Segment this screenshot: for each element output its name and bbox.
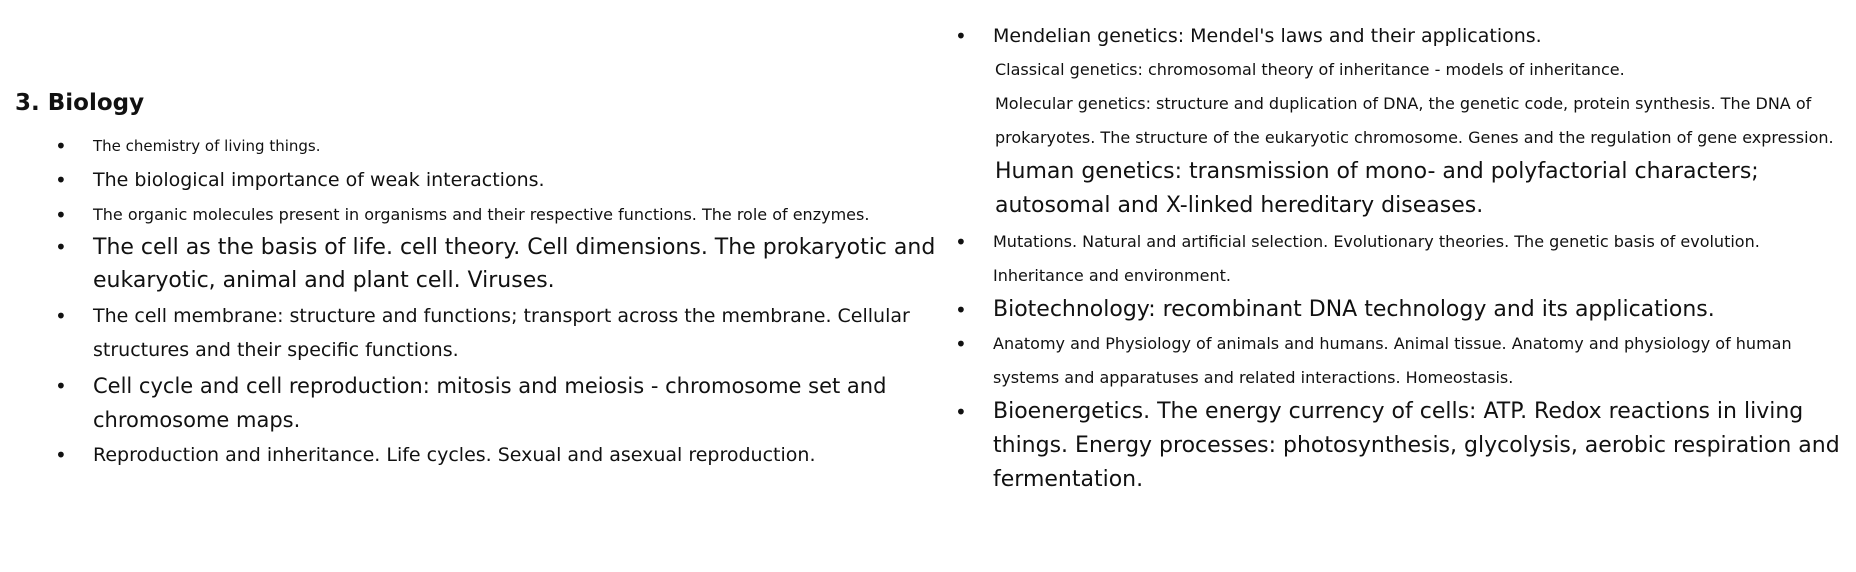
bullet-icon: • <box>55 235 67 259</box>
list-item-text: The cell membrane: structure and functions; transport across the membrane. Cellular structures and their specific functions. <box>93 305 910 361</box>
list-item-text: Molecular genetics: structure and duplication of DNA, the genetic code, protein synthesis. The DNA of prokaryotes. The structure of the eukaryotic chromosome. Genes and the regulation of gene expression. <box>995 94 1834 147</box>
list-item-text: Biotechnology: recombinant DNA technology and its applications. <box>993 297 1715 322</box>
list-item-text: Human genetics: transmission of mono- and polyfactorial characters; autosomal and X-linked hereditary diseases. <box>995 159 1759 218</box>
list-item <box>955 225 1845 293</box>
list-item-text: The chemistry of living things. <box>93 137 321 155</box>
list-item <box>55 201 940 229</box>
list-item-text: Cell cycle and cell reproduction: mitosis and meiosis - chromosome set and chromosome maps. <box>93 374 887 432</box>
bullet-icon: • <box>55 168 67 192</box>
bullet-icon: • <box>55 304 67 328</box>
list-item-text: Anatomy and Physiology of animals and humans. Animal tissue. Anatomy and physiology of human systems and apparatuses and related interactions. Homeostasis. <box>993 334 1792 387</box>
bullet-icon: • <box>955 332 967 356</box>
list-item <box>955 87 1845 155</box>
bullet-icon: • <box>955 298 967 322</box>
list-item <box>955 395 1845 497</box>
section-heading: 3. Biology <box>15 90 145 116</box>
list-item-text: Bioenergetics. The energy currency of cells: ATP. Redox reactions in living things. Energy processes: photosynthesis, glycolysis, aerobic respiration and fermentation. <box>993 399 1840 492</box>
list-item <box>55 129 940 163</box>
list-item <box>955 293 1845 327</box>
list-item-text: Classical genetics: chromosomal theory of inheritance - models of inheritance. <box>995 60 1625 79</box>
bullet-icon: • <box>55 203 67 227</box>
bullet-icon: • <box>55 443 67 467</box>
bullet-icon: • <box>955 400 967 424</box>
list-item <box>955 155 1845 223</box>
list-item <box>955 53 1845 87</box>
bullet-icon: • <box>55 374 67 398</box>
bullet-icon: • <box>55 134 67 158</box>
list-item-text: The organic molecules present in organisms and their respective functions. The role of enzymes. <box>93 205 870 224</box>
list-item-text: Reproduction and inheritance. Life cycles. Sexual and asexual reproduction. <box>93 444 816 466</box>
list-item-text: The biological importance of weak interactions. <box>93 169 545 191</box>
list-item <box>55 299 940 367</box>
list-item <box>55 437 940 473</box>
left-topic-list <box>55 129 940 473</box>
list-item-text: The cell as the basis of life. cell theory. Cell dimensions. The prokaryotic and eukaryotic, animal and plant cell. Viruses. <box>93 235 936 293</box>
list-item <box>955 327 1845 395</box>
list-item <box>955 19 1845 53</box>
list-item <box>55 163 940 197</box>
right-topic-list <box>955 19 1845 497</box>
list-item <box>55 231 940 297</box>
bullet-icon: • <box>955 230 967 254</box>
list-item <box>55 369 940 437</box>
bullet-icon: • <box>955 24 967 48</box>
list-item-text: Mutations. Natural and artificial selection. Evolutionary theories. The genetic basis of evolution. Inheritance and environment. <box>993 232 1760 285</box>
list-item-text: Mendelian genetics: Mendel's laws and their applications. <box>993 25 1542 47</box>
